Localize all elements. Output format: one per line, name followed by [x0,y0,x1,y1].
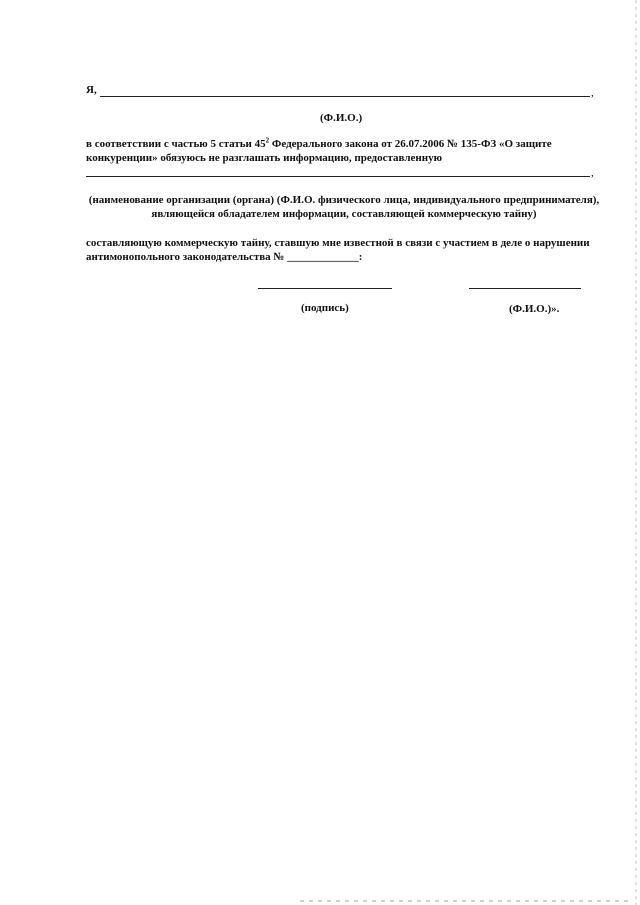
nondisclosure-line: конкуренции» обязуюсь не разглашать информацию, предоставленную [86,152,442,164]
fio-caption: (Ф.И.О.) [320,112,363,124]
organization-caption-line2: являющейся обладателем информации, составляющей коммерческую тайну) [151,208,537,220]
fio-fill-line [100,96,590,97]
organization-caption-line1: (наименование организации (органа) (Ф.И.О. физического лица, индивидуального предпринимателя), [88,194,600,206]
name-fill-line [469,288,581,289]
case-number-line: антимонопольного законодательства № _____________: [86,251,363,263]
signature-fill-line [258,288,392,289]
trade-secret-line: составляющую коммерческую тайну, ставшую мне известной в связи с участием в деле о нарушении [86,237,590,249]
signature-name-caption: (Ф.И.О.)». [509,303,560,315]
law-reference-line [86,137,552,151]
scan-edge-bottom [300,900,630,902]
pronoun-label: Я, [86,84,97,96]
article-superscript: 2 [265,136,270,145]
organization-line-comma: , [591,167,594,179]
organization-fill-line [86,176,590,177]
law-reference-text-1: в соответствии с частью 5 статьи 45 [86,138,266,150]
signature-caption: (подпись) [301,302,349,314]
law-reference-text-2: Федерального закона от 26.07.2006 № 135-ФЗ «О защите [269,138,552,150]
fio-line-comma: , [591,87,594,99]
scan-edge-right [635,0,637,905]
